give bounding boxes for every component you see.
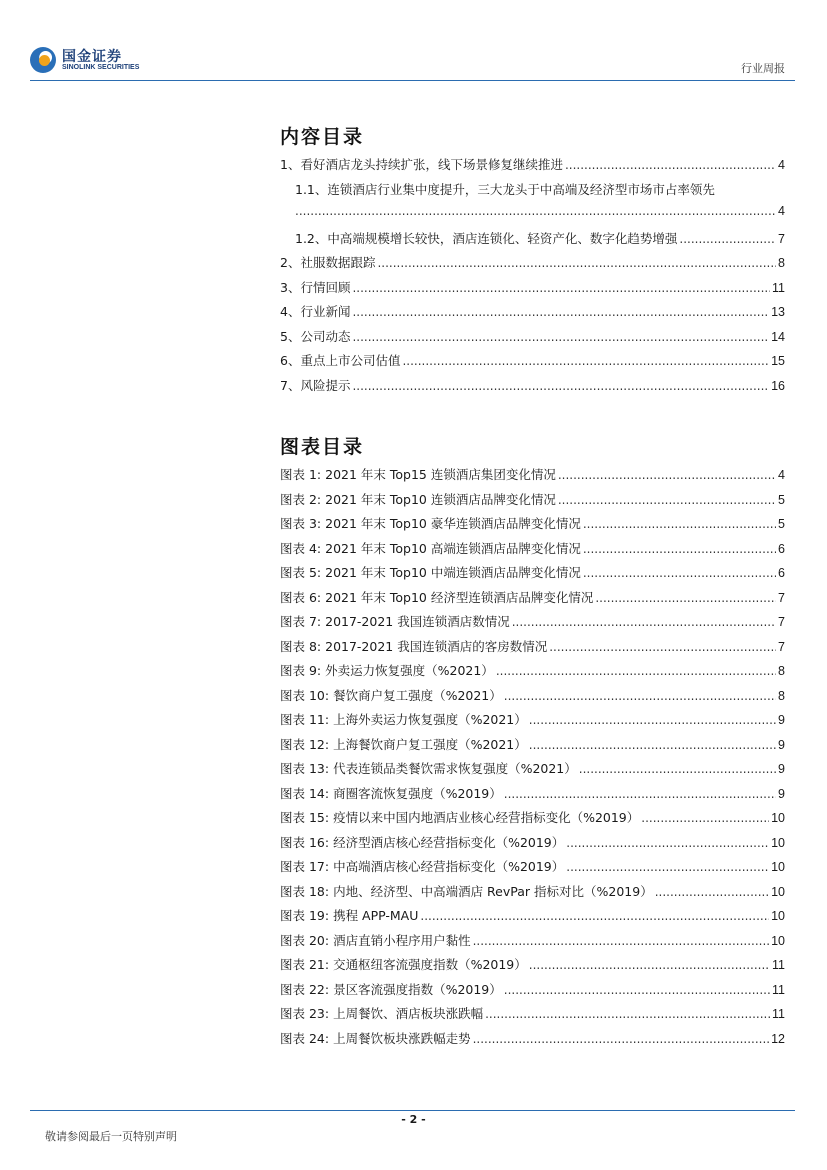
figure-entry[interactable]: 图表 8: 2017-2021 我国连锁酒店的客房数情况 ..... 7 xyxy=(280,637,785,662)
toc-entry[interactable]: 3、行情回顾 ..... 11 xyxy=(280,278,785,303)
toc-entry[interactable]: 7、风险提示 ..... 16 xyxy=(280,376,785,401)
logo-mark-icon xyxy=(30,47,56,73)
toc-entry[interactable]: 2、社服数据跟踪 ..... 8 xyxy=(280,253,785,278)
figure-entry[interactable]: 图表 22: 景区客流强度指数（%2019） ..... 11 xyxy=(280,980,785,1005)
toc-entry[interactable]: 1、看好酒店龙头持续扩张，线下场景修复继续推进 ..... 4 xyxy=(280,155,785,180)
footer-disclaimer: 敬请参阅最后一页特别声明 xyxy=(45,1130,177,1143)
figure-entry[interactable]: 图表 5: 2021 年末 Top10 中端连锁酒店品牌变化情况 ..... 6 xyxy=(280,563,785,588)
toc-entry[interactable]: 4、行业新闻 ..... 13 xyxy=(280,302,785,327)
figure-entry[interactable]: 图表 20: 酒店直销小程序用户黏性 ..... 10 xyxy=(280,931,785,956)
figures-title: 图表目录 xyxy=(280,436,365,458)
toc-entry[interactable]: 5、公司动态 ..... 14 xyxy=(280,327,785,352)
toc-entry[interactable]: 6、重点上市公司估值 ..... 15 xyxy=(280,351,785,376)
page-header xyxy=(0,0,827,82)
figure-entry[interactable]: 图表 23: 上周餐饮、酒店板块涨跌幅 ..... 11 xyxy=(280,1004,785,1029)
logo-chinese-name: 国金证券 xyxy=(62,49,122,65)
figure-entry[interactable]: 图表 12: 上海餐饮商户复工强度（%2021） ..... 9 xyxy=(280,735,785,760)
figure-entry[interactable]: 图表 1: 2021 年末 Top15 连锁酒店集团变化情况 ..... 4 xyxy=(280,465,785,490)
figure-entry[interactable]: 图表 15: 疫情以来中国内地酒店业核心经营指标变化（%2019） ..... 10 xyxy=(280,808,785,833)
document-type: 行业周报 xyxy=(741,62,785,75)
figure-entry[interactable]: 图表 24: 上周餐饮板块涨跌幅走势 ..... 12 xyxy=(280,1029,785,1054)
figure-entry[interactable]: 图表 10: 餐饮商户复工强度（%2021） ..... 8 xyxy=(280,686,785,711)
footer-divider xyxy=(30,1110,795,1111)
toc-entry[interactable]: 1.2、中高端规模增长较快，酒店连锁化、轻资产化、数字化趋势增强 ..... 7 xyxy=(280,229,785,254)
figure-entry[interactable]: 图表 7: 2017-2021 我国连锁酒店数情况 ..... 7 xyxy=(280,612,785,637)
figure-entry[interactable]: 图表 2: 2021 年末 Top10 连锁酒店品牌变化情况 ..... 5 xyxy=(280,490,785,515)
logo-english-name: SINOLINK SECURITIES xyxy=(62,64,140,71)
figure-entry[interactable]: 图表 17: 中高端酒店核心经营指标变化（%2019） ..... 10 xyxy=(280,857,785,882)
page-number: - 2 - xyxy=(401,1113,426,1126)
figure-entry[interactable]: 图表 11: 上海外卖运力恢复强度（%2021） ..... 9 xyxy=(280,710,785,735)
figure-entry[interactable]: 图表 9: 外卖运力恢复强度（%2021） ..... 8 xyxy=(280,661,785,686)
figure-entry[interactable]: 图表 13: 代表连锁品类餐饮需求恢复强度（%2021） ..... 9 xyxy=(280,759,785,784)
figure-entry[interactable]: 图表 21: 交通枢纽客流强度指数（%2019） ..... 11 xyxy=(280,955,785,980)
figure-entry[interactable]: 图表 19: 携程 APP-MAU ..... 10 xyxy=(280,906,785,931)
contents-list xyxy=(280,155,785,400)
figures-list xyxy=(280,465,785,1053)
figure-entry[interactable]: 图表 16: 经济型酒店核心经营指标变化（%2019） ..... 10 xyxy=(280,833,785,858)
toc-entry[interactable]: 1.1、连锁酒店行业集中度提升，三大龙头于中高端及经济型市场市占率领先 ..... 4 xyxy=(280,180,785,229)
company-logo xyxy=(30,44,160,84)
figure-entry[interactable]: 图表 14: 商圈客流恢复强度（%2019） ..... 9 xyxy=(280,784,785,809)
header-divider xyxy=(30,80,795,81)
figure-entry[interactable]: 图表 6: 2021 年末 Top10 经济型连锁酒店品牌变化情况 ..... 7 xyxy=(280,588,785,613)
figure-entry[interactable]: 图表 3: 2021 年末 Top10 豪华连锁酒店品牌变化情况 ..... 5 xyxy=(280,514,785,539)
toc-title: 内容目录 xyxy=(280,126,365,148)
figure-entry[interactable]: 图表 4: 2021 年末 Top10 高端连锁酒店品牌变化情况 ..... 6 xyxy=(280,539,785,564)
figure-entry[interactable]: 图表 18: 内地、经济型、中高端酒店 RevPar 指标对比（%2019） ..... 10 xyxy=(280,882,785,907)
